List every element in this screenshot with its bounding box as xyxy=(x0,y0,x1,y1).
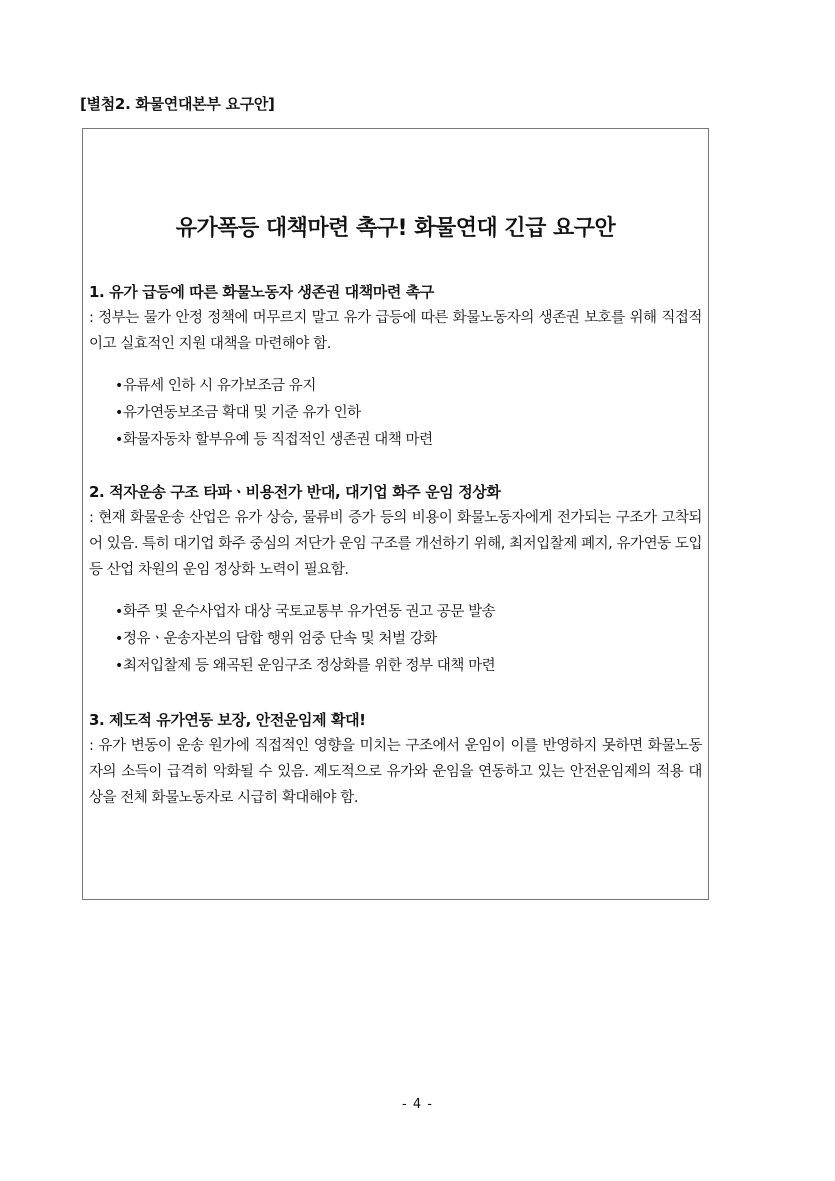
bullet-item xyxy=(89,653,702,680)
bullet-text: 정유ㆍ운송자본의 담합 행위 엄중 단속 및 처벌 강화 xyxy=(123,631,437,647)
section-body: : 정부는 물가 안정 정책에 머무르지 말고 유가 급등에 따른 화물노동자의 생존권 보호를 위해 직접적이고 실효적인 지원 대책을 마련해야 함. xyxy=(89,310,702,352)
section-heading: 3. 제도적 유가연동 보장, 안전운임제 확대! xyxy=(89,711,366,729)
bullet-icon: • xyxy=(115,405,123,421)
bullet-icon: • xyxy=(115,378,123,394)
attachment-label: [별첨2. 화물연대본부 요구안] xyxy=(80,95,275,113)
bullet-item xyxy=(89,626,702,653)
section-heading: 1. 유가 급등에 따른 화물노동자 생존권 대책마련 촉구 xyxy=(89,283,434,301)
section-body: : 유가 변동이 운송 원가에 직접적인 영향을 미치는 구조에서 운임이 이를 반영하지 못하면 화물노동자의 소득이 급격히 악화될 수 있음. 제도적으로 유가와 운임을 연동하고 있는 안전운임제의 적용 대상을 전체 화물노동자로 시급히 확대해야 함. xyxy=(89,738,702,806)
demands-document-box xyxy=(82,128,709,900)
bullet-text: 화주 및 운수사업자 대상 국토교통부 유가연동 권고 공문 발송 xyxy=(123,604,496,620)
bullet-item xyxy=(89,400,702,427)
bullet-list xyxy=(89,599,702,680)
bullet-item xyxy=(89,373,702,400)
bullet-text: 유류세 인하 시 유가보조금 유지 xyxy=(123,378,316,394)
bullet-icon: • xyxy=(115,631,123,647)
bullet-item xyxy=(89,427,702,454)
section-heading: 2. 적자운송 구조 타파ㆍ비용전가 반대, 대기업 화주 운임 정상화 xyxy=(89,483,501,501)
section-2 xyxy=(89,479,702,680)
bullet-icon: • xyxy=(115,432,123,448)
bullet-list xyxy=(89,373,702,454)
bullet-text: 화물자동차 할부유예 등 직접적인 생존권 대책 마련 xyxy=(123,432,433,448)
bullet-icon: • xyxy=(115,658,123,674)
bullet-text: 유가연동보조금 확대 및 기준 유가 인하 xyxy=(123,405,361,421)
bullet-icon: • xyxy=(115,604,123,620)
section-1 xyxy=(89,279,702,454)
section-3 xyxy=(89,707,702,811)
section-body: : 현재 화물운송 산업은 유가 상승, 물류비 증가 등의 비용이 화물노동자에게 전가되는 구조가 고착되어 있음. 특히 대기업 화주 중심의 저단가 운임 구조를 개선하기 위해, 최저입찰제 폐지, 유가연동 도입 등 산업 차원의 운임 정상화 노력이 필요함. xyxy=(89,510,702,578)
bullet-text: 최저입찰제 등 왜곡된 운임구조 정상화를 위한 정부 대책 마련 xyxy=(123,658,496,674)
bullet-item xyxy=(89,599,702,626)
page-number: - 4 - xyxy=(402,1097,433,1112)
document-title: 유가폭등 대책마련 촉구! 화물연대 긴급 요구안 xyxy=(175,216,616,241)
